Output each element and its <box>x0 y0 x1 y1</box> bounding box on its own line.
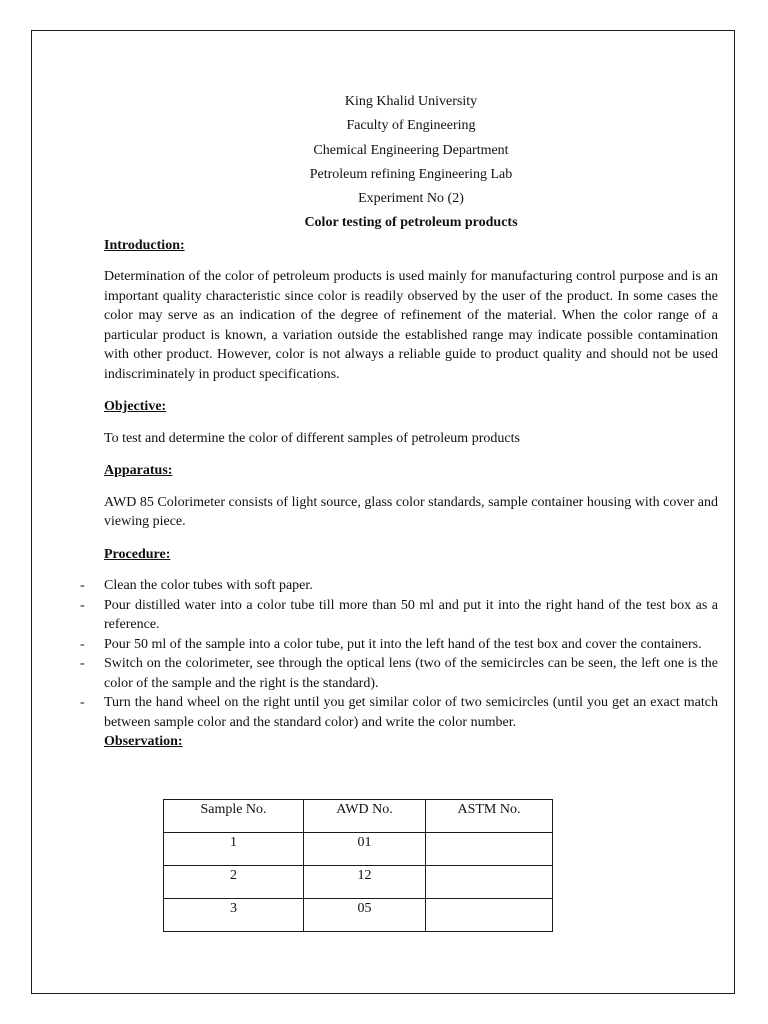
observation-heading: Observation: <box>104 734 183 750</box>
table-cell-sample: 3 <box>164 899 304 932</box>
procedure-step-text: Turn the hand wheel on the right until you get similar color of two semicircles (until you get an exact match between sample color and the standard color) and write the color number. <box>104 695 718 730</box>
procedure-step <box>80 654 718 693</box>
table-cell-astm <box>426 866 553 899</box>
observation-table <box>163 799 553 932</box>
table-cell-astm <box>426 899 553 932</box>
list-bullet: - <box>80 578 85 594</box>
apparatus-heading: Apparatus: <box>104 463 173 479</box>
table-cell-awd: 05 <box>304 899 426 932</box>
procedure-list <box>80 576 718 732</box>
table-cell-sample: 1 <box>164 833 304 866</box>
procedure-step-text: Switch on the colorimeter, see through the optical lens (two of the semicircles can be seen, the left one is the color of the sample and the right is the standard). <box>104 656 718 691</box>
table-cell-sample: 2 <box>164 866 304 899</box>
objective-heading: Objective: <box>104 399 167 415</box>
column-header-astm: ASTM No. <box>426 800 553 833</box>
table-row <box>164 899 553 932</box>
lab-name: Petroleum refining Engineering Lab <box>309 166 513 182</box>
procedure-step-text: Clean the color tubes with soft paper. <box>104 578 313 594</box>
objective-paragraph: To test and determine the color of different samples of petroleum products <box>104 430 520 446</box>
column-header-sample: Sample No. <box>164 800 304 833</box>
table-row <box>164 833 553 866</box>
table-cell-awd: 01 <box>304 833 426 866</box>
procedure-step-text: Pour 50 ml of the sample into a color tube, put it into the left hand of the test box and cover the containers. <box>104 636 702 652</box>
document-title: Color testing of petroleum products <box>304 215 518 231</box>
document-body <box>80 90 718 752</box>
document-header <box>94 90 728 236</box>
table-cell-awd: 12 <box>304 866 426 899</box>
procedure-heading: Procedure: <box>104 546 171 562</box>
procedure-step <box>80 635 718 655</box>
introduction-heading: Introduction: <box>104 237 185 253</box>
procedure-step <box>80 596 718 635</box>
university-name: King Khalid University <box>344 94 478 109</box>
column-header-awd: AWD No. <box>304 800 426 833</box>
list-bullet: - <box>80 656 85 672</box>
department-name: Chemical Engineering Department <box>313 142 509 158</box>
list-bullet: - <box>80 597 85 613</box>
table-cell-astm <box>426 833 553 866</box>
table-header-row <box>164 800 553 833</box>
experiment-number: Experiment No (2) <box>358 191 464 207</box>
apparatus-paragraph: AWD 85 Colorimeter consists of light source, glass color standards, sample container housing with cover and viewing piece. <box>104 494 718 530</box>
introduction-paragraph: Determination of the color of petroleum products is used mainly for manufacturing control purpose and is an important quality characteristic since color is readily observed by the user of the product. In some cases the color may serve as an indication of the degree of refinement of the material. When the color range of a particular product is known, a variation outside the established range may indicate possible contamination with other product. However, color is not always a reliable guide to product quality and should not be used indiscriminately in product specifications. <box>104 269 718 382</box>
list-bullet: - <box>80 695 85 711</box>
procedure-step <box>80 576 718 596</box>
faculty-name: Faculty of Engineering <box>346 118 476 134</box>
list-bullet: - <box>80 636 85 652</box>
procedure-step-text: Pour distilled water into a color tube till more than 50 ml and put it into the right hand of the test box as a reference. <box>104 597 718 633</box>
procedure-step <box>80 693 718 732</box>
table-row <box>164 866 553 899</box>
